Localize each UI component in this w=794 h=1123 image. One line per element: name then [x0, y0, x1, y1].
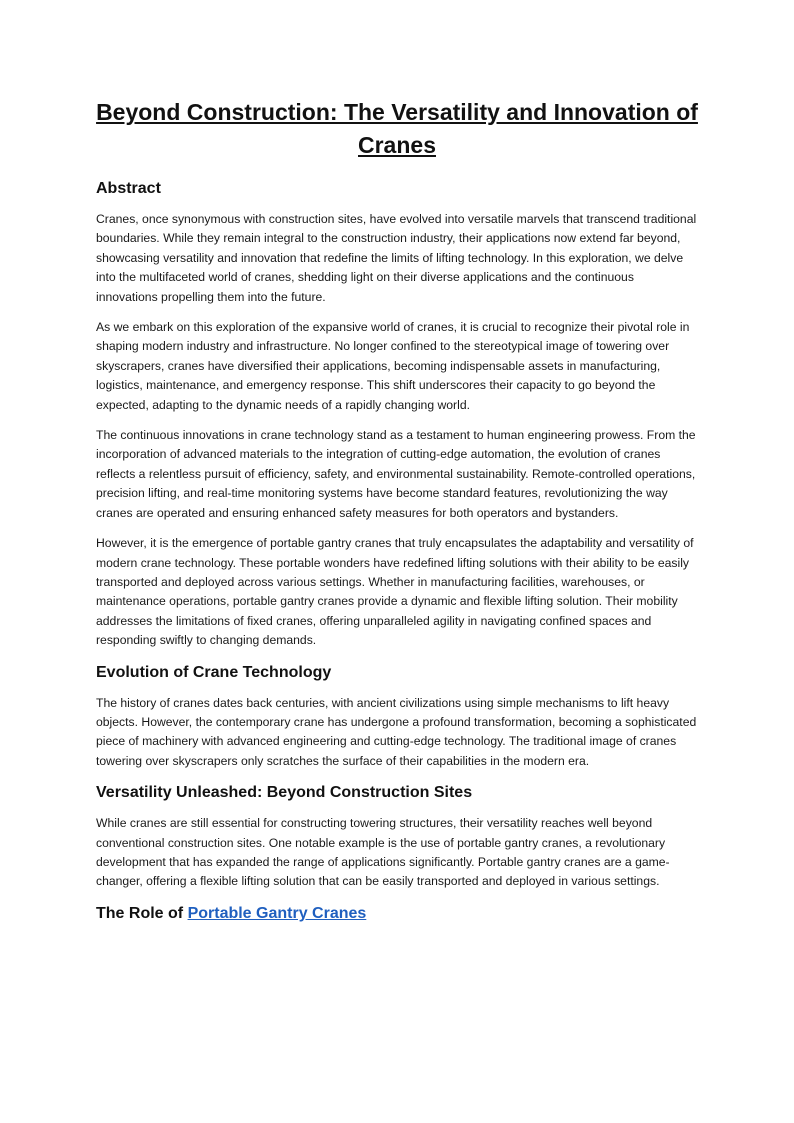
portable-gantry-cranes-link[interactable]: Portable Gantry Cranes: [187, 904, 367, 922]
versatility-heading: Versatility Unleashed: Beyond Construction Sites: [96, 784, 473, 802]
document-title: Beyond Construction: The Versatility and Innovation of Cranes: [96, 99, 698, 158]
role-heading: [96, 904, 698, 924]
abstract-paragraph-3: The continuous innovations in crane technology stand as a testament to human engineering prowess. From the incorporation of advanced materials to the integration of cutting-edge automation, the evolution of cranes reflects a relentless pursuit of efficiency, safety, and environmental sustainability. Remote-controlled operations, precision lifting, and real-time monitoring systems have become standard features, revolutionizing the way cranes are operated and ensuring enhanced safety measures for both operators and bystanders.: [96, 428, 696, 520]
evolution-paragraph-1: The history of cranes dates back centuries, with ancient civilizations using simple mechanisms to lift heavy objects. However, the contemporary crane has undergone a profound transformation, becoming a sophisticated piece of machinery with advanced engineering and cutting-edge technology. The traditional image of cranes towering over skyscrapers only scratches the surface of their capabilities in the modern era.: [96, 695, 697, 768]
evolution-heading: Evolution of Crane Technology: [96, 663, 332, 681]
abstract-paragraph-4: However, it is the emergence of portable gantry cranes that truly encapsulates the adaptability and versatility of modern crane technology. These portable wonders have redefined lifting solutions with their ability to be easily transported and deployed across various settings. Whether in manufacturing facilities, warehouses, or maintenance operations, portable gantry cranes provide a dynamic and flexible lifting solution. Their mobility addresses the limitations of fixed cranes, offering unparalleled agility in navigating confined spaces and responding swiftly to changing demands.: [96, 536, 694, 648]
role-heading-prefix: The Role of: [96, 904, 188, 922]
document-page: [96, 96, 698, 935]
versatility-paragraph-1: While cranes are still essential for constructing towering structures, their versatility reaches well beyond conventional construction sites. One notable example is the use of portable gantry cranes, a revolutionary development that has expanded the range of applications significantly. Portable gantry cranes are a game-changer, offering a flexible lifting solution that can be easily transported and deployed in various settings.: [96, 816, 670, 889]
abstract-paragraph-1: Cranes, once synonymous with construction sites, have evolved into versatile marvels that transcend traditional boundaries. While they remain integral to the construction industry, their applications now extend far beyond, showcasing versatility and innovation that redefine the limits of lifting technology. In this exploration, we delve into the multifaceted world of cranes, shedding light on their diverse applications and the continuous innovations propelling them into the future.: [96, 212, 697, 304]
abstract-heading: Abstract: [96, 180, 161, 197]
abstract-paragraph-2: As we embark on this exploration of the expansive world of cranes, it is crucial to recognize their pivotal role in shaping modern industry and infrastructure. No longer confined to the stereotypical image of towering over skyscrapers, cranes have diversified their applications, becoming indispensable assets in manufacturing, logistics, maintenance, and emergency response. This shift underscores their capacity to go beyond the expected, adapting to the dynamic needs of a rapidly changing world.: [96, 320, 690, 412]
